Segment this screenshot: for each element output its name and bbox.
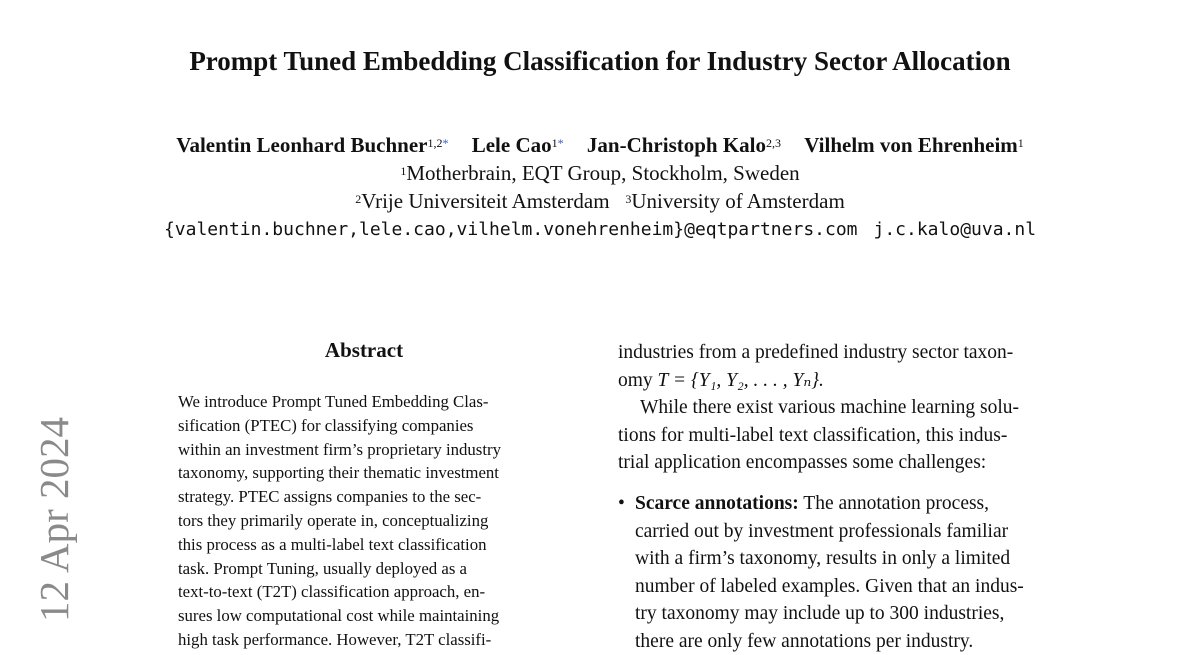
email-2: j.c.kalo@uva.nl — [874, 219, 1037, 240]
bullet-line: with a firm’s taxonomy, results in only a limited — [635, 545, 1034, 573]
author-names — [0, 131, 1200, 159]
abstract-line: high task performance. However, T2T classifi- — [178, 628, 550, 652]
abstract-line: tors they primarily operate in, conceptualizing — [178, 509, 550, 533]
affiliation-1: $^1$Motherbrain, EQT Group, Stockholm, Sweden — [0, 159, 1200, 187]
author-3: Jan-Christoph Kalo$^{2,3}$ — [587, 133, 781, 157]
abstract-line: this process as a multi-label text classification — [178, 533, 550, 557]
bullet-line: number of labeled examples. Given that an indus- — [635, 573, 1034, 601]
author-1: Valentin Leonhard Buchner$^{1,2*}$ — [176, 133, 448, 157]
email-1: {valentin.buchner,lele.cao,vilhelm.vonehrenheim}@eqtpartners.com — [164, 219, 858, 240]
body-line: While there exist various machine learning solu- — [618, 394, 1032, 422]
abstract-heading: Abstract — [178, 338, 550, 363]
right-column-text — [618, 339, 1032, 477]
abstract-line: We introduce Prompt Tuned Embedding Clas- — [178, 390, 550, 414]
taxonomy-formula: T = {Y₁, Y₂, . . . , Yₙ}. — [658, 370, 824, 391]
bullet-scarce-annotations — [618, 490, 1034, 655]
bullet-line: there are only few annotations per industry. — [635, 628, 1034, 655]
author-2: Lele Cao$^{1*}$ — [472, 133, 564, 157]
abstract-line: within an investment firm’s proprietary industry — [178, 438, 550, 462]
bullet-line: Scarce annotations: The annotation process, — [635, 490, 1034, 518]
bullet-line: carried out by investment professionals familiar — [635, 518, 1034, 546]
body-line: trial application encompasses some challenges: — [618, 449, 1032, 477]
abstract-body — [178, 390, 550, 652]
affiliation-2-3: $^2$Vrije Universiteit Amsterdam $^3$University of Amsterdam — [0, 187, 1200, 215]
body-line: tions for multi-label text classification, this indus- — [618, 422, 1032, 450]
author-block — [0, 131, 1200, 215]
bullet-text — [635, 490, 1034, 655]
body-line: industries from a predefined industry sector taxon- — [618, 339, 1032, 367]
abstract-line: strategy. PTEC assigns companies to the sec- — [178, 485, 550, 509]
bullet-marker: • — [618, 490, 625, 518]
author-emails — [0, 219, 1200, 240]
body-line-formula: omy T = {Y₁, Y₂, . . . , Yₙ}. — [618, 367, 1032, 395]
bullet-label: Scarce annotations: — [635, 493, 799, 514]
abstract-line: taxonomy, supporting their thematic investment — [178, 461, 550, 485]
abstract-line: sures low computational cost while maintaining — [178, 604, 550, 628]
paper-title: Prompt Tuned Embedding Classification for Industry Sector Allocation — [0, 46, 1200, 77]
author-4: Vilhelm von Ehrenheim$^1$ — [804, 133, 1024, 157]
abstract-line: text-to-text (T2T) classification approach, en- — [178, 580, 550, 604]
abstract-line: task. Prompt Tuning, usually deployed as a — [178, 557, 550, 581]
bullet-line: try taxonomy may include up to 300 industries, — [635, 600, 1034, 628]
abstract-line: sification (PTEC) for classifying companies — [178, 414, 550, 438]
arxiv-date-stamp: 12 Apr 2024 — [30, 417, 78, 622]
